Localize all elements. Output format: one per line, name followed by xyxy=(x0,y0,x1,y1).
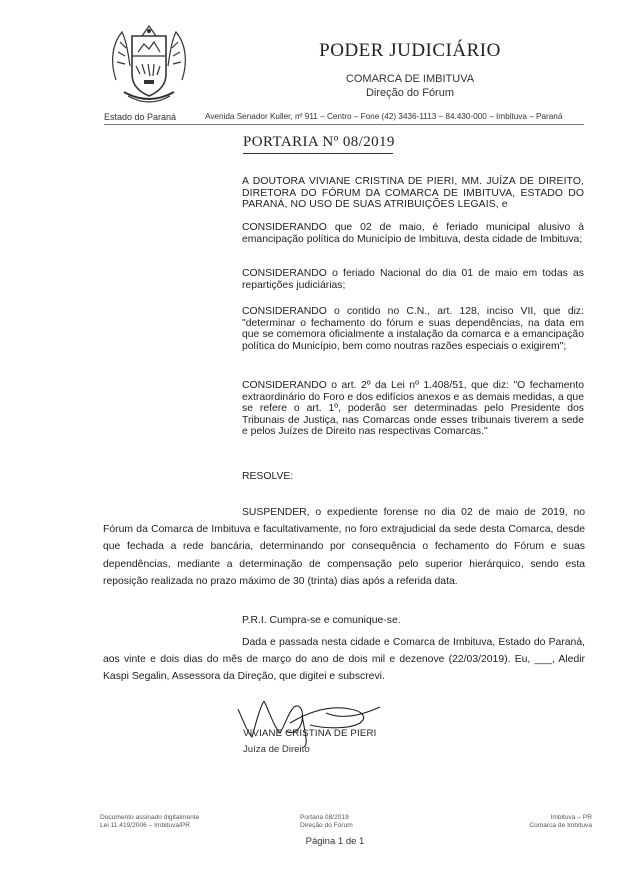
handwritten-signature-icon xyxy=(230,693,390,749)
footer-center-line1: Portaria 08/2019 xyxy=(300,814,349,821)
footer-right-line2: Comarca de Imbituva xyxy=(529,822,592,829)
paragraph-pri: P.R.I. Cumpra-se e comunique-se. xyxy=(242,615,401,626)
resolve-heading: RESOLVE: xyxy=(242,471,294,482)
header-comarca: COMARCA DE IMBITUVA xyxy=(345,73,475,85)
header-divider xyxy=(104,124,584,125)
header-address: Avenida Senador Kuller, nº 911 – Centro – Fone (42) 3436-1113 – 84.430-000 – Imbituva – Paraná xyxy=(205,112,563,121)
signature-role: Juíza de Direito xyxy=(243,744,310,755)
paragraph-considerando-1: CONSIDERANDO que 02 de maio, é feriado municipal alusivo à emancipação política do Município de Imbituva, desta cidade de Imbituva; xyxy=(242,222,584,245)
footer-center xyxy=(300,814,390,830)
paragraph-suspender: SUSPENDER, o expediente forense no dia 02 de maio de 2019, no Fórum da Comarca de Imbituva e facultativamente, no foro extrajudicial da sede desta Comarca, desde que fechada a rede bancária, determinando por consequência o fechamento do Fórum e suas dependências, mediante a determinação de compensação pelo superior hierárquico, sendo esta reposição realizada no prazo máximo de 30 (trinta) dias após a referida data. xyxy=(103,507,585,587)
page-number: Página 1 de 1 xyxy=(305,836,365,847)
parana-coat-of-arms-icon xyxy=(108,22,190,110)
paragraph-considerando-4: CONSIDERANDO o art. 2º da Lei nº 1.408/51, que diz: "O fechamento extraordinário do Foro e dos edifícios anexos e as demais medidas, a que se refere o art. 1º, poderão ser determinadas pelo Presidente dos Tribunais de Justiça, nas Comarcas onde esses tribunais tiverem a sede e pelos Juízes de Direito nas respectivas Comarcas." xyxy=(242,380,584,438)
paragraph-considerando-3: CONSIDERANDO o contido no C.N., art. 128, inciso VII, que diz: "determinar o fechamento do fórum e suas dependências, na data em que se comemora oficialmente a instalação da comarca e a emancipação política do Município, bem como noutras razões especiais o exigirem"; xyxy=(242,306,584,352)
header-state: Estado do Paraná xyxy=(104,112,177,122)
header-direcao: Direção do Fórum xyxy=(365,87,455,99)
portaria-underline xyxy=(243,153,393,154)
footer-right-line1: Imbituva – PR xyxy=(550,814,592,821)
paragraph-considerando-2: CONSIDERANDO o feriado Nacional do dia 01 de maio em todas as repartições judiciárias; xyxy=(242,268,584,291)
paragraph-closing: Dada e passada nesta cidade e Comarca de Imbituva, Estado do Paraná, aos vinte e dois dias do mês de março do ano de dois mil e dezenove (22/03/2019). Eu, ___, Aledir Kaspi Segalin, Assessora da Direção, que digitei e subscrevi. xyxy=(103,637,585,683)
footer-left xyxy=(100,814,240,830)
footer-center-line2: Direção do Fórum xyxy=(300,822,353,829)
footer-right xyxy=(520,814,592,830)
portaria-title: PORTARIA Nº 08/2019 xyxy=(243,134,395,150)
paragraph-preamble: A DOUTORA VIVIANE CRISTINA DE PIERI, MM. JUÍZA DE DIREITO, DIRETORA DO FÓRUM DA COMARCA DE IMBITUVA, ESTADO DO PARANÁ, NO USO DE SUAS ATRIBUIÇÕES LEGAIS, e xyxy=(242,176,584,211)
header-title: PODER JUDICIÁRIO xyxy=(319,40,501,61)
footer-left-line1: Documento assinado digitalmente xyxy=(100,814,200,821)
signature-name: VIVIANE CRISTINA DE PIERI xyxy=(243,728,377,739)
footer-left-line2: Lei 11.419/2006 – Imbituva/PR xyxy=(100,822,191,829)
